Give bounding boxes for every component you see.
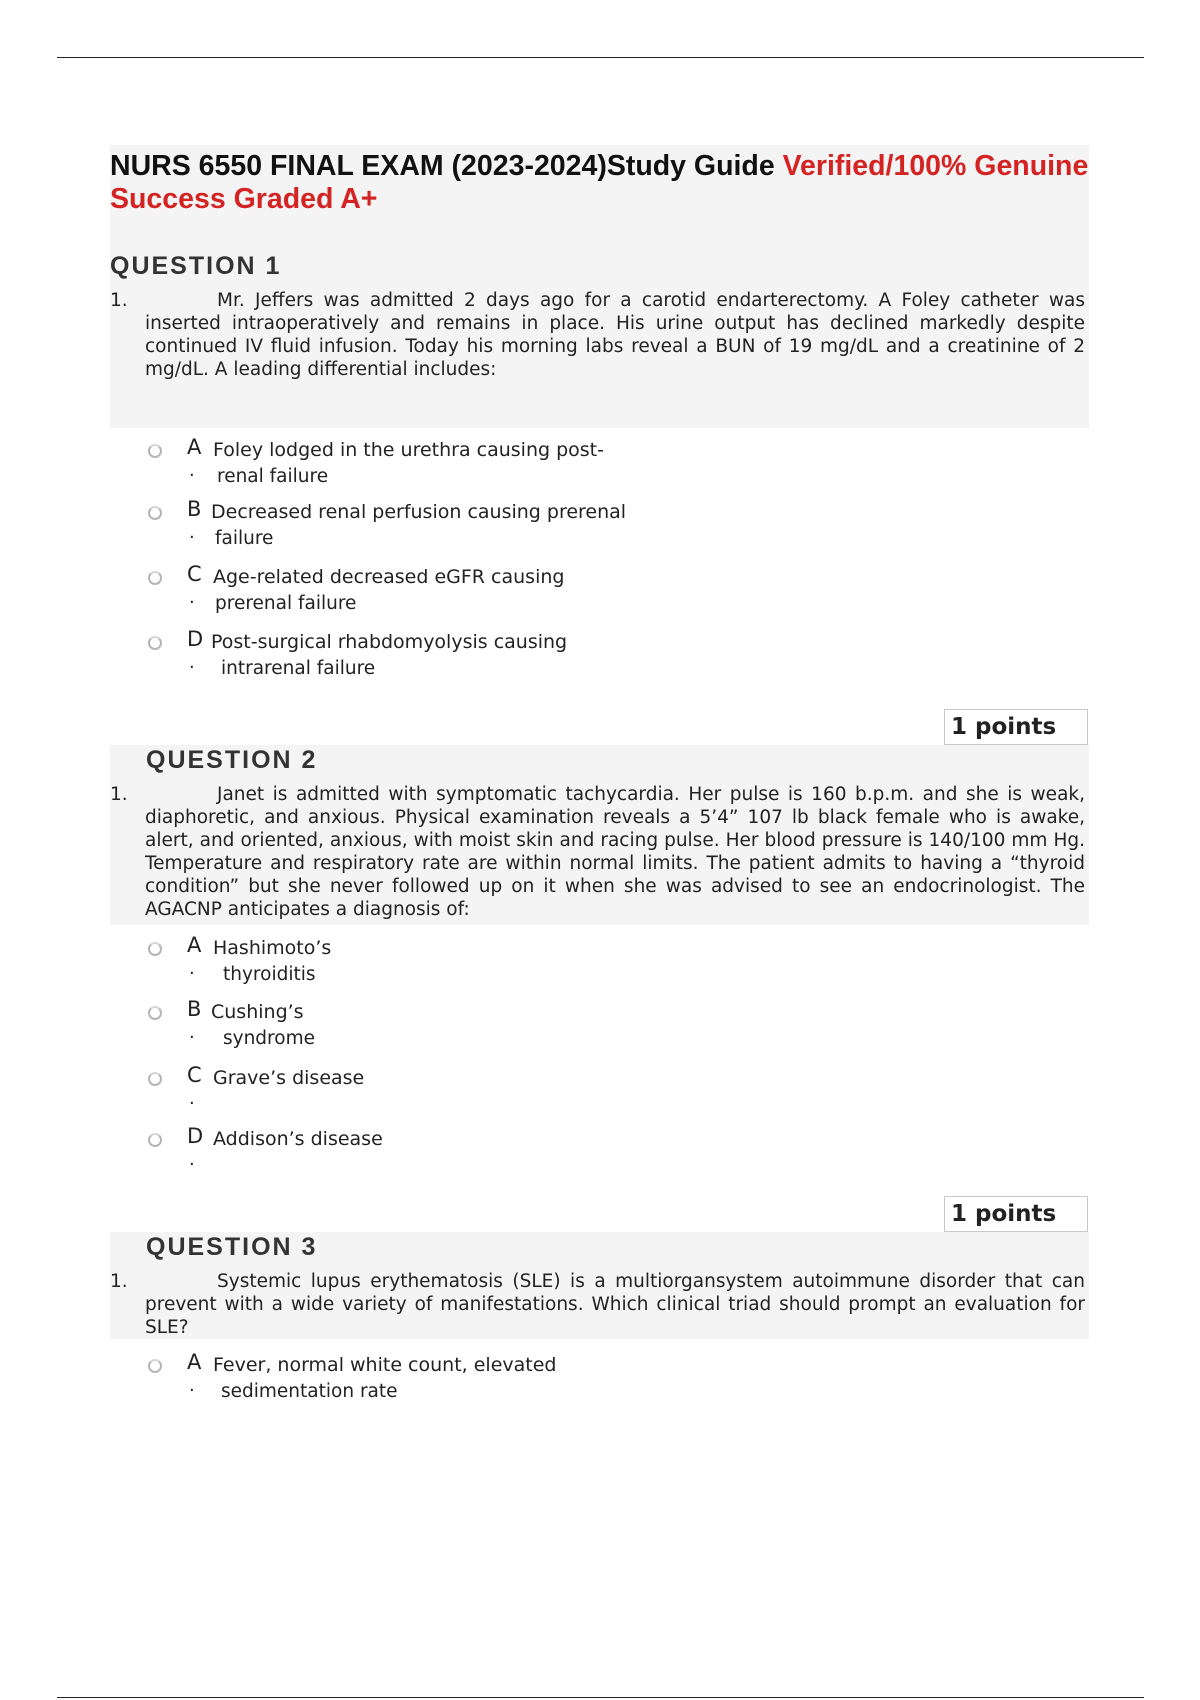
option-text-line2: syndrome [223,1028,315,1049]
option-text-line2: intrarenal failure [221,658,376,679]
question-2-option-d[interactable] [145,1124,705,1184]
option-letter: A [187,435,202,459]
radio-button-icon[interactable] [148,571,162,585]
option-text-line1: Grave’s disease [213,1067,365,1089]
question-3-option-a[interactable] [145,1350,705,1410]
radio-button-icon[interactable] [148,1006,162,1020]
question-2-option-b[interactable] [145,997,705,1057]
question-2-option-a[interactable] [145,933,705,993]
radio-button-icon[interactable] [148,1072,162,1086]
option-letter: C [187,562,202,586]
option-dot: . [189,522,195,543]
question-3-heading: QUESTION 3 [146,1233,318,1261]
question-1-points: 1 points [944,709,1088,745]
option-dot: . [189,1022,195,1043]
option-text-line2: failure [215,528,274,549]
option-text-line1: Hashimoto’s [213,937,332,959]
option-dot: . [189,1375,195,1396]
option-dot: . [189,652,195,673]
option-dot: . [189,460,195,481]
question-1-option-b[interactable] [145,497,705,557]
question-2-points: 1 points [944,1196,1088,1232]
bottom-rule [57,1697,1144,1698]
option-letter: D [187,1124,204,1148]
top-rule [57,57,1144,58]
radio-button-icon[interactable] [148,942,162,956]
option-letter: D [187,627,204,651]
question-2-text: Janet is admitted with symptomatic tachycardia. Her pulse is 160 b.p.m. and she is weak, diaphoretic, and anxious. Physical examination reveals a 5’4” 107 lb black female who is awake, alert, and oriented, anxious, with moist skin and racing pulse. Her blood pressure is 140/100 mm Hg. Temperature and respiratory rate are within normal limits. The patient admits to having a “thyroid condition” but she never followed up on it when she was advised to see an endocrinologist. The AGACNP anticipates a diagnosis of: [145,784,1085,920]
title-highlight: Verified/100% Genuine Success Graded A+ [110,150,1089,215]
option-text-line2: thyroiditis [223,964,316,985]
option-dot: . [189,1149,195,1170]
option-text-line2: prerenal failure [215,593,357,614]
title-main: NURS 6550 FINAL EXAM (2023-2024)Study Guide [110,150,783,182]
option-letter: A [187,1350,202,1374]
question-2-number: 1. [110,784,128,805]
option-dot: . [189,1088,195,1109]
question-2-option-c[interactable] [145,1063,705,1123]
option-letter: B [187,997,202,1021]
question-1-option-d[interactable] [145,627,705,687]
radio-button-icon[interactable] [148,1133,162,1147]
option-text-line2: renal failure [217,466,329,487]
option-text-line1: Fever, normal white count, elevated [213,1354,557,1376]
question-1-option-c[interactable] [145,562,705,622]
option-letter: A [187,933,202,957]
option-text-line1: Cushing’s [211,1001,304,1023]
question-3-text: Systemic lupus erythematosis (SLE) is a multiorgansystem autoimmune disorder that can prevent with a wide variety of manifestations. Which clinical triad should prompt an evaluation for SLE? [145,1271,1085,1338]
question-1-number: 1. [110,290,128,311]
question-1-heading: QUESTION 1 [110,252,282,280]
radio-button-icon[interactable] [148,636,162,650]
option-text-line2: sedimentation rate [221,1381,398,1402]
question-2-heading: QUESTION 2 [146,746,318,774]
radio-button-icon[interactable] [148,1359,162,1373]
option-text-line1: Age-related decreased eGFR causing [213,566,565,588]
radio-button-icon[interactable] [148,444,162,458]
option-text-line1: Post-surgical rhabdomyolysis causing [211,631,568,653]
radio-button-icon[interactable] [148,506,162,520]
option-dot: . [189,587,195,608]
question-1-text: Mr. Jeffers was admitted 2 days ago for a carotid endarterectomy. A Foley catheter was inserted intraoperatively and remains in place. His urine output has declined markedly despite continued IV fluid infusion. Today his morning labs reveal a BUN of 19 mg/dL and a creatinine of 2 mg/dL. A leading differential includes: [145,290,1085,380]
option-text-line1: Decreased renal perfusion causing prerenal [211,501,627,523]
option-text-line1: Foley lodged in the urethra causing post- [213,439,604,461]
question-1-option-a[interactable] [145,435,705,495]
option-text-line1: Addison’s disease [213,1128,383,1150]
document-title [110,150,1100,216]
question-3-number: 1. [110,1271,128,1292]
option-dot: . [189,958,195,979]
option-letter: B [187,497,202,521]
option-letter: C [187,1063,202,1087]
